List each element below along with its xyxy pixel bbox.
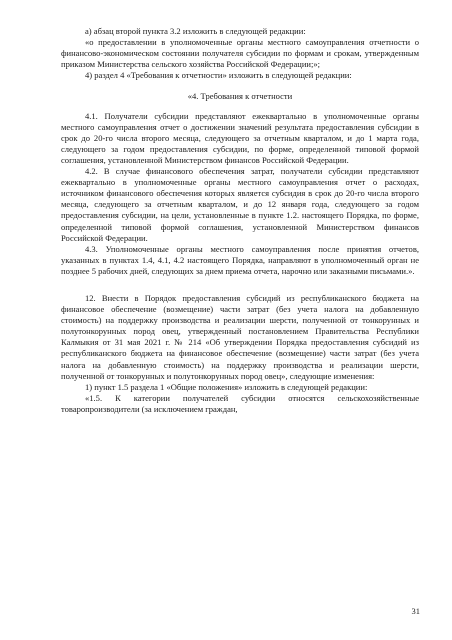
paragraph-quote-reporting: «о предоставлении в уполномоченные органы местного самоуправления отчетности о финансово-экономическом состоянии получателя субсидии по формам и срокам, утвержденным приказом Министерства сельского хозяйства Российской Федерации;»; bbox=[61, 37, 419, 70]
section-heading: «4. Требования к отчетности bbox=[187, 91, 293, 102]
paragraph-4-3: 4.3. Уполномоченные органы местного самоуправления после принятия отчетов, указанных в пунктах 1.4, 4.1, 4.2 настоящего Порядка, направляют в уполномоченный орган не позднее 5 рабочих дней, следующих за днем приема отчета, нарочно или заказными письмами.». bbox=[61, 243, 419, 276]
paragraph-4-1: 4.1. Получатели субсидии представляют ежеквартально в уполномоченные органы местного самоуправления отчет о достижении значений результата предоставления субсидии в срок до 20-го числа второго месяца, следующего за отчетным кварталом, и до 1 марта года, следующего за годом предоставления субсидии, по форме, определенной типовой формой соглашения, установленной Министерством финансов Российской Федерации. bbox=[61, 110, 419, 165]
paragraph-4-2: 4.2. В случае финансового обеспечения затрат, получатели субсидии представляют ежеквартально в уполномоченные органы местного самоуправления отчет о расходах, источником финансового обеспечения которых является субсидия в срок до 20-го числа второго месяца, следующего за отчетным кварталом, и до 12 января года, следующего за годом предоставления субсидии, на цели, установленные в пункте 1.2. настоящего Порядка, по форме, определенной типовой формой соглашения, установленной Министерством финансов Российской Федерации. bbox=[61, 166, 419, 243]
paragraph-item-1: 1) пункт 1.5 раздела 1 «Общие положения» изложить в следующей редакции: bbox=[85, 381, 368, 392]
paragraph-a: а) абзац второй пункта 3.2 изложить в следующей редакции: bbox=[85, 26, 306, 36]
paragraph-12: 12. Внести в Порядок предоставления субсидий из республиканского бюджета на финансовое обеспечение (возмещение) части затрат (без учета налога на добавленную стоимость) на поддержку производства и реализации шерсти, полученной от тонкорунных и полутонкорунных пород овец, утвержденный постановлением Правительства Республики Калмыкия от 31 мая 2021 г. № 214 «Об утверждении Порядка предоставления субсидий из республиканского бюджета на финансовое обеспечение (возмещение) части затрат (без учета налога на добавленную стоимость) на поддержку производства и реализации шерсти, полученной от тонкорунных и полутонкорунных пород овец», следующие изменения: bbox=[61, 292, 419, 381]
page-number: 31 bbox=[411, 606, 420, 616]
paragraph-1-5: «1.5. К категории получателей субсидии относятся сельскохозяйственные товаропроизводители (за исключением граждан, bbox=[61, 392, 419, 414]
paragraph-item-4: 4) раздел 4 «Требования к отчетности» изложить в следующей редакции: bbox=[85, 70, 352, 81]
